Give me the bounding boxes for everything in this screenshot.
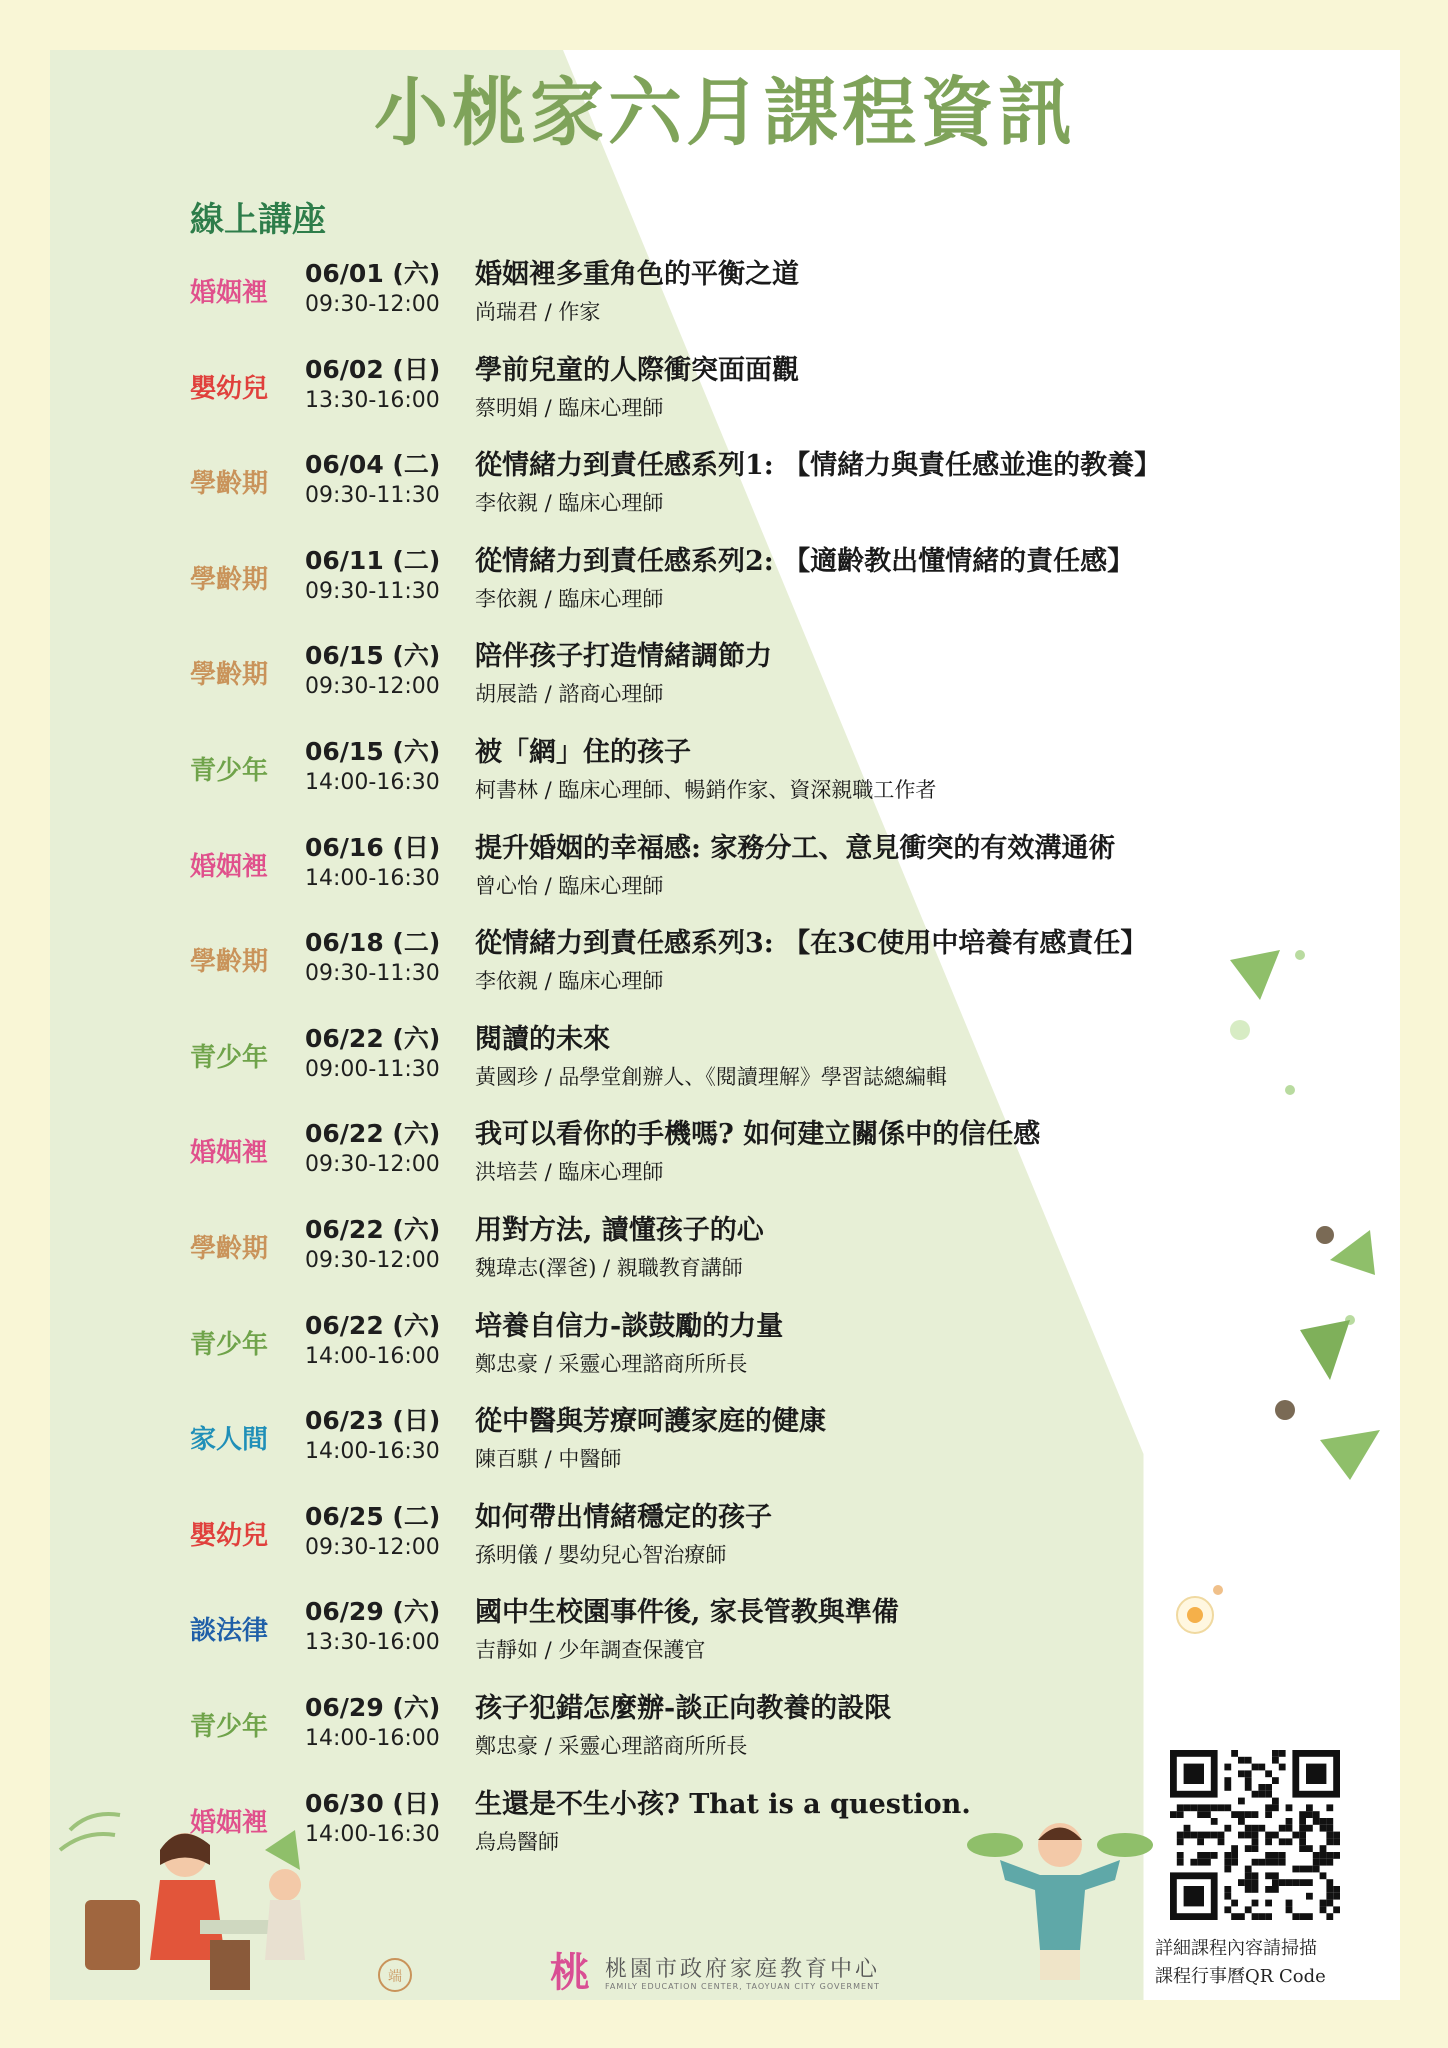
course-category: 學齡期 [190, 469, 269, 500]
course-row [50, 919, 1350, 1014]
course-topic: 國中生校園事件後, 家長管教與準備 [475, 1597, 899, 1629]
qr-caption-line-1: 詳細課程內容請掃描 [1155, 1938, 1317, 1959]
course-category: 青少年 [190, 1329, 269, 1360]
course-speaker: 李依親 / 臨床心理師 [475, 969, 664, 994]
course-speaker: 孫明儀 / 嬰幼兒心智治療師 [475, 1542, 727, 1567]
page-title: 小桃家六月課程資訊 [374, 70, 1076, 156]
course-time: 14:00-16:30 [305, 1439, 440, 1465]
course-date: 06/04 (二) [305, 450, 441, 480]
course-time: 14:00-16:30 [305, 1821, 440, 1847]
course-category: 學齡期 [190, 947, 269, 978]
course-category: 嬰幼兒 [190, 373, 269, 404]
mother-child-illustration-icon [50, 1790, 380, 2000]
course-speaker: 鄭忠豪 / 采靈心理諮商所所長 [475, 1734, 748, 1758]
course-row [50, 1493, 1350, 1588]
course-topic: 閱讀的未來 [475, 1023, 610, 1055]
course-topic: 婚姻裡多重角色的平衡之道 [475, 259, 799, 290]
course-topic: 如何帶出情緒穩定的孩子 [475, 1501, 772, 1533]
course-row [50, 632, 1350, 727]
course-time: 14:00-16:00 [305, 1726, 440, 1751]
section-title: 線上講座 [190, 200, 326, 240]
course-row [50, 441, 1350, 536]
course-date: 06/22 (六) [305, 1310, 441, 1340]
course-row [50, 1397, 1350, 1492]
course-topic: 我可以看你的手機嗎? 如何建立關係中的信任感 [475, 1119, 1041, 1151]
course-date: 06/29 (六) [305, 1693, 441, 1722]
qr-caption [1155, 1935, 1365, 1991]
course-time: 09:30-12:00 [305, 1534, 440, 1560]
course-row [50, 1015, 1350, 1110]
course-speaker: 黃國珍 / 品學堂創辦人、《閱讀理解》學習誌總編輯 [475, 1064, 947, 1089]
course-speaker: 胡展誥 / 諮商心理師 [475, 682, 664, 707]
course-speaker: 洪培芸 / 臨床心理師 [475, 1160, 664, 1185]
course-category: 學齡期 [190, 564, 269, 595]
qr-caption-line-2: 課程行事曆QR Code [1155, 1966, 1326, 1987]
course-topic: 用對方法, 讀懂孩子的心 [475, 1215, 764, 1246]
course-row [50, 1684, 1350, 1779]
course-speaker: 魏瑋志(澤爸) / 親職教育講師 [475, 1256, 743, 1280]
course-time: 13:30-16:00 [305, 387, 440, 413]
course-date: 06/22 (六) [305, 1023, 441, 1053]
boy-illustration-icon [960, 1810, 1160, 2000]
course-time: 14:00-16:00 [305, 1343, 440, 1369]
course-category: 青少年 [190, 1712, 269, 1742]
course-time: 09:30-12:00 [305, 1248, 440, 1273]
course-topic: 提升婚姻的幸福感: 家務分工、意見衝突的有效溝通術 [475, 832, 1116, 864]
course-category: 青少年 [190, 1042, 269, 1073]
course-speaker: 蔡明娟 / 臨床心理師 [475, 395, 664, 420]
course-date: 06/01 (六) [305, 259, 441, 288]
svg-text:端: 端 [388, 1969, 402, 1985]
course-speaker: 李依親 / 臨床心理師 [475, 586, 664, 611]
course-category: 學齡期 [190, 1234, 269, 1264]
course-category: 婚姻裡 [190, 851, 269, 882]
course-time: 13:30-16:00 [305, 1630, 440, 1656]
course-time: 09:30-12:00 [305, 674, 440, 700]
course-row [50, 824, 1350, 919]
course-speaker: 曾心怡 / 臨床心理師 [475, 873, 664, 898]
course-row [50, 1588, 1350, 1683]
course-topic: 從中醫與芳療呵護家庭的健康 [475, 1406, 826, 1438]
course-date: 06/30 (日) [305, 1788, 441, 1818]
course-time: 09:30-12:00 [305, 292, 440, 317]
course-topic: 從情緒力到責任感系列2: 【適齡教出懂情緒的責任感】 [475, 545, 1135, 577]
course-speaker: 吉靜如 / 少年調查保護官 [475, 1638, 706, 1663]
course-date: 06/11 (二) [305, 545, 441, 575]
course-row [50, 346, 1350, 441]
course-time: 09:00-11:30 [305, 1056, 440, 1082]
course-topic: 孩子犯錯怎麼辦-談正向教養的設限 [475, 1693, 892, 1724]
course-topic: 陪伴孩子打造情緒調節力 [475, 641, 772, 673]
course-time: 09:30-12:00 [305, 1152, 440, 1178]
course-row [50, 537, 1350, 632]
course-time: 09:30-11:30 [305, 961, 440, 987]
course-row [50, 1302, 1350, 1397]
course-category: 學齡期 [190, 660, 269, 691]
course-topic: 從情緒力到責任感系列1: 【情緒力與責任感並進的教養】 [475, 450, 1162, 482]
course-category: 婚姻裡 [190, 278, 269, 308]
course-date: 06/22 (六) [305, 1215, 441, 1244]
course-date: 06/15 (六) [305, 737, 441, 766]
course-category: 家人間 [190, 1425, 269, 1456]
course-category: 嬰幼兒 [190, 1520, 269, 1551]
organization-logo-icon: 桃 [550, 1950, 590, 1996]
course-date: 06/18 (二) [305, 928, 441, 958]
organization-english-name: FAMILY EDUCATION CENTER, TAOYUAN CITY GOVERMENT [605, 1982, 880, 1991]
course-row [50, 728, 1350, 823]
course-speaker: 李依親 / 臨床心理師 [475, 491, 664, 516]
course-row [50, 1206, 1350, 1301]
course-date: 06/16 (日) [305, 832, 441, 862]
course-speaker: 陳百騏 / 中醫師 [475, 1447, 622, 1472]
course-speaker: 柯書林 / 臨床心理師、暢銷作家、資深親職工作者 [475, 778, 937, 802]
course-topic: 學前兒童的人際衝突面面觀 [475, 354, 799, 386]
course-date: 06/02 (日) [305, 354, 441, 384]
course-topic: 培養自信力-談鼓勵的力量 [475, 1310, 784, 1342]
course-speaker: 鄭忠豪 / 采靈心理諮商所所長 [475, 1351, 748, 1376]
course-category: 婚姻裡 [190, 1807, 269, 1838]
course-speaker: 烏烏醫師 [475, 1829, 559, 1854]
course-date: 06/29 (六) [305, 1597, 441, 1627]
course-time: 14:00-16:30 [305, 770, 440, 795]
egg-decoration-icon [1160, 1570, 1240, 1650]
organization-name: 桃園市政府家庭教育中心 [605, 1957, 881, 1982]
course-time: 09:30-11:30 [305, 483, 440, 509]
course-category: 青少年 [190, 756, 269, 786]
course-topic: 被「網」住的孩子 [475, 737, 691, 768]
qr-code-icon[interactable] [1170, 1750, 1340, 1920]
course-date: 06/22 (六) [305, 1119, 441, 1149]
course-date: 06/25 (二) [305, 1501, 441, 1531]
course-category: 婚姻裡 [190, 1138, 269, 1169]
course-topic: 從情緒力到責任感系列3: 【在3C使用中培養有感責任】 [475, 928, 1148, 960]
course-row [50, 250, 1350, 345]
seal-stamp-icon [375, 1955, 415, 1995]
course-time: 09:30-11:30 [305, 578, 440, 604]
poster [50, 50, 1400, 2000]
course-date: 06/23 (日) [305, 1406, 441, 1436]
course-speaker: 尚瑞君 / 作家 [475, 300, 601, 324]
course-category: 談法律 [190, 1616, 269, 1647]
course-row [50, 1110, 1350, 1205]
course-topic: 生還是不生小孩? That is a question. [475, 1788, 971, 1820]
course-time: 14:00-16:30 [305, 865, 440, 891]
course-date: 06/15 (六) [305, 641, 441, 671]
zongzi-decoration-icon [1210, 940, 1390, 1480]
